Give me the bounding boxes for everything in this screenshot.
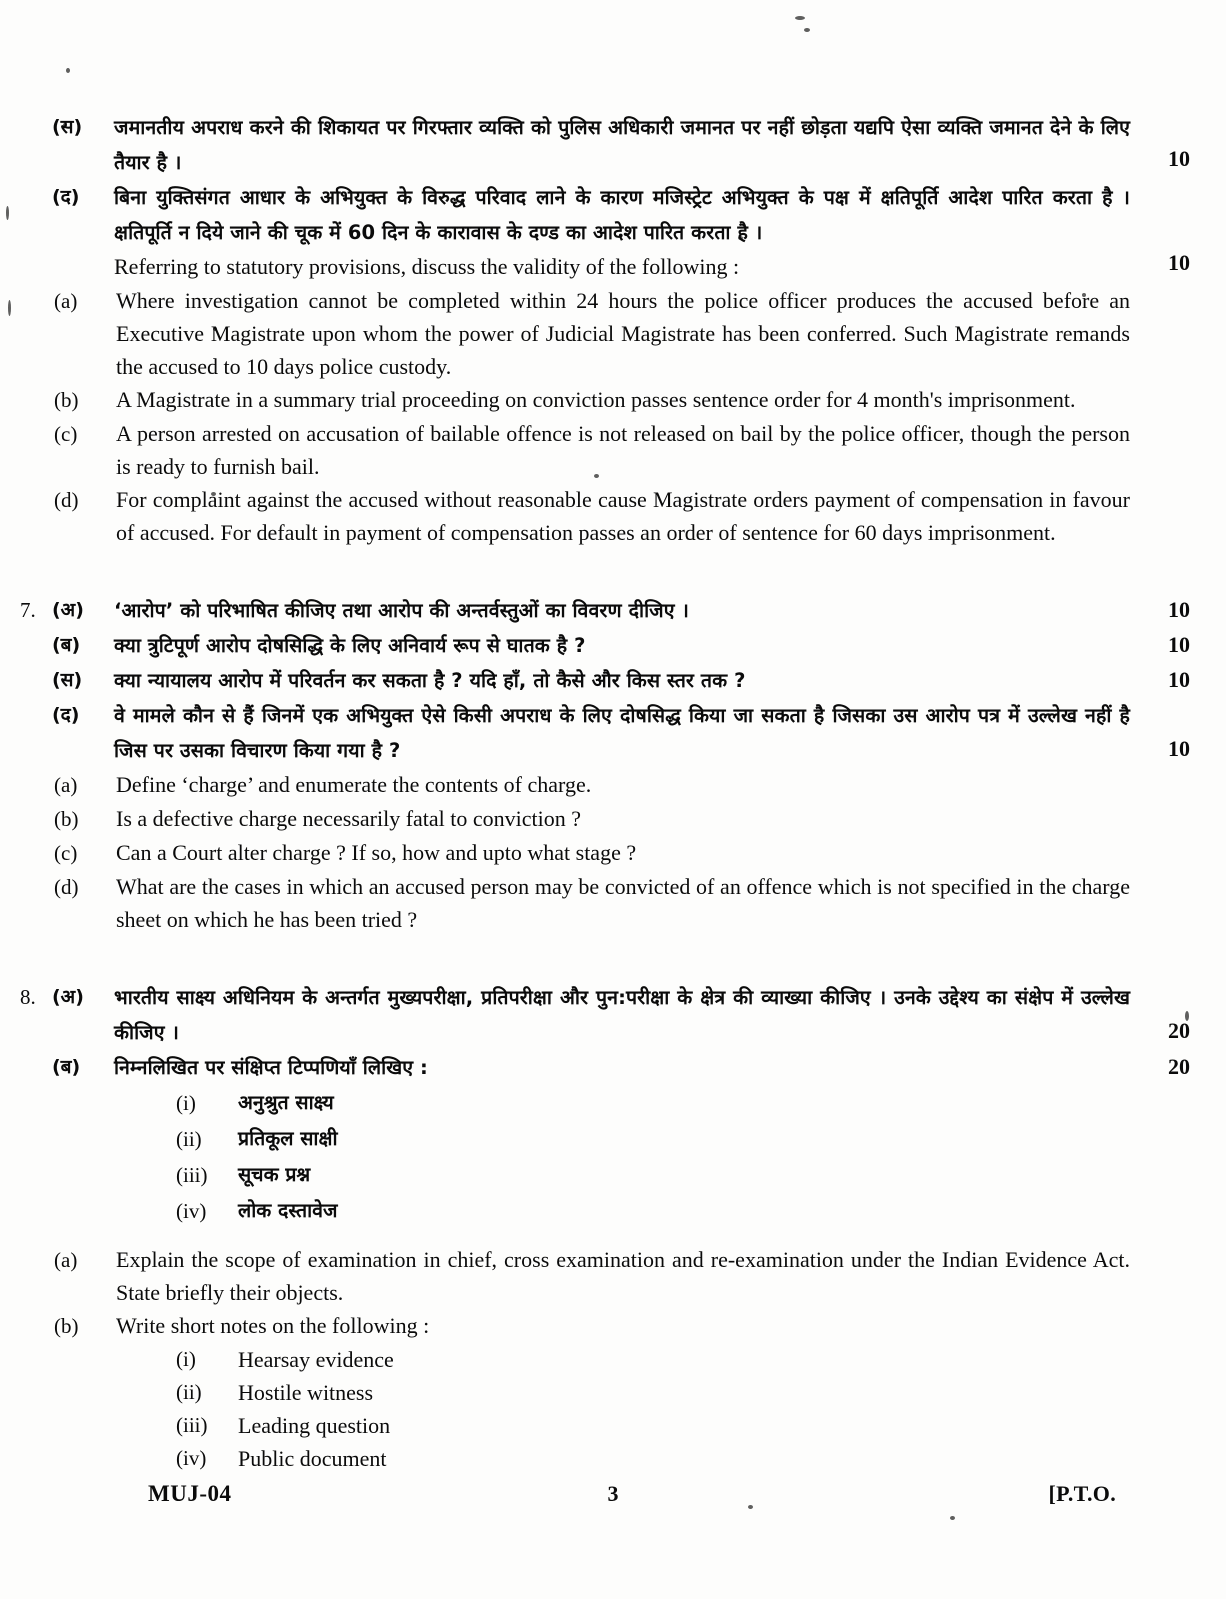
list-item: [176, 1442, 1130, 1475]
item-text-english: A person arrested on accusation of bailable offence is not released on bail by the police officer, though the person is ready to furnish bail.: [116, 421, 1130, 479]
question-item-row: [0, 284, 1226, 383]
question-6-continued: [0, 110, 1226, 549]
english-roman-list: [114, 1343, 1130, 1475]
question-item-row: [0, 836, 1226, 870]
list-item-text: प्रतिकूल साक्षी: [238, 1127, 338, 1150]
roman-numeral: (iii): [176, 1163, 208, 1187]
roman-numeral: (iii): [176, 1413, 208, 1437]
item-label-hindi-a: (अ): [52, 986, 84, 1008]
list-item-text: Public document: [238, 1446, 387, 1471]
question-item-row: [0, 483, 1226, 549]
question-item-row: [0, 628, 1226, 663]
question-item-row: [0, 1243, 1226, 1309]
item-label-d: (d): [54, 488, 79, 512]
item-label-b: (b): [54, 1314, 79, 1338]
english-sublist-row: [0, 1343, 1226, 1475]
page-footer: [0, 1481, 1226, 1521]
list-item: [176, 1121, 1130, 1157]
list-item-text: Leading question: [238, 1413, 391, 1438]
question-number-8: 8.: [20, 985, 36, 1009]
item-text-hindi: भारतीय साक्ष्य अधिनियम के अन्तर्गत मुख्यपरीक्षा, प्रतिपरीक्षा और पुन:परीक्षा के क्षेत्र की व्याख्या कीजिए । उनके उद्देश्य का संक्षेप में उल्लेख कीजिए ।: [114, 986, 1130, 1044]
label-spacer: [52, 1343, 114, 1377]
pto-marker: [P.T.O.: [1048, 1481, 1116, 1506]
roman-numeral: (ii): [176, 1127, 202, 1151]
page-number: 3: [607, 1481, 619, 1506]
marks-value: 10: [1168, 597, 1190, 622]
list-item-text: Hearsay evidence: [238, 1347, 394, 1372]
item-text-hindi: क्या न्यायालय आरोप में परिवर्तन कर सकता है ? यदि हाँ, तो कैसे और किस स्तर तक ?: [114, 669, 746, 692]
item-text-hindi: जमानतीय अपराध करने की शिकायत पर गिरफ्तार व्यक्ति को पुलिस अधिकारी जमानत पर नहीं छोड़ता यद्यपि ऐसा व्यक्ति जमानत देने के लिए तैयार है ।: [114, 116, 1130, 174]
item-text-hindi: बिना युक्तिसंगत आधार के अभियुक्त के विरुद्ध परिवाद लाने के कारण मजिस्ट्रेट अभियुक्त के पक्ष में क्षतिपूर्ति आदेश पारित करता है । क्षतिपूर्ति न दिये जाने की चूक में 60 दिन के कारावास के दण्ड का आदेश पारित करता है ।: [114, 186, 1131, 244]
item-label-a: (a): [54, 289, 78, 313]
marks-value: 10: [1168, 632, 1190, 657]
roman-numeral: (i): [176, 1091, 196, 1115]
item-label-d: (d): [54, 875, 79, 899]
roman-numeral: (iv): [176, 1446, 207, 1470]
question-item-row: [0, 870, 1226, 936]
marks-value: 10: [1168, 736, 1190, 761]
question-item-row: [0, 663, 1226, 698]
item-text-english: Can a Court alter charge ? If so, how and upto what stage ?: [116, 840, 637, 865]
list-item: [176, 1157, 1130, 1193]
marks-value: 20: [1168, 1018, 1190, 1043]
item-label-hindi-ba: (ब): [52, 1056, 81, 1078]
question-item-row: [0, 1309, 1226, 1343]
question-item-row: [0, 1050, 1226, 1085]
question-item-row: [0, 768, 1226, 802]
item-text-english: For complaint against the accused without reasonable cause Magistrate orders payment of compensation in favour of accused. For default in payment of compensation passes an order of sentence for 60 days imprisonment.: [116, 487, 1130, 545]
hindi-sublist-row: [0, 1085, 1226, 1229]
question-7: [0, 593, 1226, 936]
question-item-row: [0, 980, 1226, 1050]
paper-code: MUJ-04: [148, 1481, 232, 1506]
item-text-hindi: वे मामले कौन से हैं जिनमें एक अभियुक्त ऐसे किसी अपराध के लिए दोषसिद्ध किया जा सकता है जिसका उस आरोप पत्र में उल्लेख नहीं है जिस पर उसका विचारण किया गया है ?: [114, 704, 1130, 762]
question-number-7: 7.: [20, 598, 36, 622]
marks-value: 20: [1168, 1054, 1190, 1079]
item-text-hindi: निम्नलिखित पर संक्षिप्त टिप्पणियाँ लिखिए :: [114, 1056, 428, 1079]
list-item: [176, 1409, 1130, 1442]
item-label-c: (c): [54, 841, 78, 865]
list-item-text: Hostile witness: [238, 1380, 374, 1405]
question-item-row: [0, 383, 1226, 417]
question-item-row: [0, 802, 1226, 836]
marks-value: 10: [1168, 667, 1190, 692]
list-item-text: लोक दस्तावेज: [238, 1199, 338, 1222]
item-text-english: Explain the scope of examination in chief, cross examination and re-examination under the Indian Evidence Act. State briefly their objects.: [116, 1247, 1130, 1305]
item-text-english: What are the cases in which an accused person may be convicted of an offence which is not specified in the charge sheet on which he has been tried ?: [116, 874, 1130, 932]
item-label-b: (b): [54, 807, 79, 831]
marks-value: 10: [1168, 250, 1190, 275]
item-label-hindi-da: (द): [52, 186, 80, 208]
roman-numeral: (i): [176, 1347, 196, 1371]
question-item-row: [0, 110, 1226, 180]
item-label-hindi-ba: (ब): [52, 634, 81, 656]
item-label-a: (a): [54, 1248, 78, 1272]
item-text-english: Define ‘charge’ and enumerate the contents of charge.: [116, 772, 592, 797]
question-item-row: [0, 417, 1226, 483]
list-item: [176, 1193, 1130, 1229]
question-item-row: [0, 698, 1226, 768]
item-text-hindi: क्या त्रुटिपूर्ण आरोप दोषसिद्धि के लिए अनिवार्य रूप से घातक है ?: [114, 634, 586, 657]
item-text-english: Is a defective charge necessarily fatal to conviction ?: [116, 806, 582, 831]
item-label-hindi-a: (अ): [52, 599, 84, 621]
list-item: [176, 1376, 1130, 1409]
item-label-a: (a): [54, 773, 78, 797]
list-item-text: अनुश्रुत साक्ष्य: [238, 1091, 334, 1114]
list-item: [176, 1343, 1130, 1376]
marks-value: 10: [1168, 146, 1190, 171]
item-label-hindi-da: (द): [52, 704, 80, 726]
list-item-text: सूचक प्रश्न: [238, 1163, 311, 1186]
roman-numeral: (iv): [176, 1199, 207, 1223]
english-stem-text: Referring to statutory provisions, discuss the validity of the following :: [114, 254, 740, 279]
english-stem-row: [0, 250, 1226, 284]
list-item: [176, 1085, 1130, 1121]
label-spacer: [52, 1085, 114, 1119]
item-text-english: A Magistrate in a summary trial proceeding on conviction passes sentence order for 4 month's imprisonment.: [116, 387, 1076, 412]
item-label-hindi-sa: (स): [52, 116, 83, 138]
roman-numeral: (ii): [176, 1380, 202, 1404]
item-text-hindi: ‘आरोप’ को परिभाषित कीजिए तथा आरोप की अन्तर्वस्तुओं का विवरण दीजिए ।: [114, 599, 689, 622]
question-item-row: [0, 593, 1226, 628]
item-label-b: (b): [54, 388, 79, 412]
hindi-roman-list: [114, 1085, 1130, 1229]
item-label-c: (c): [54, 422, 78, 446]
question-8: [0, 980, 1226, 1475]
item-text-english: Write short notes on the following :: [116, 1313, 430, 1338]
item-text-english: Where investigation cannot be completed within 24 hours the police officer produces the accused before an Executive Magistrate upon whom the power of Judicial Magistrate has been conferred. Such Magistrate remands the accused to 10 days police custody.: [116, 288, 1130, 379]
label-spacer: [52, 250, 114, 284]
item-label-hindi-sa: (स): [52, 669, 83, 691]
